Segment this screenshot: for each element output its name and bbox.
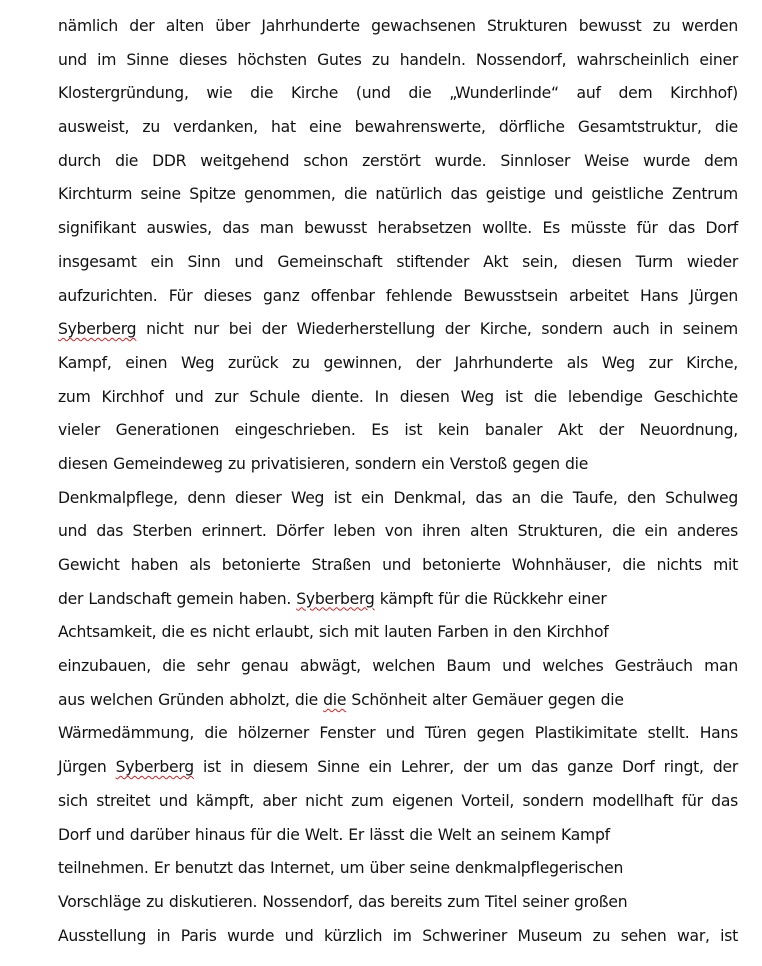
text-segment: Vorschläge zu diskutieren. Nossendorf, das bereits zum Titel seiner großen xyxy=(58,892,628,911)
text-line xyxy=(58,313,738,347)
text-line xyxy=(58,920,738,954)
text-line xyxy=(58,448,738,482)
text-segment: Kampf, einen Weg zurück zu gewinnen, der Jahrhunderte als Weg zur Kirche, xyxy=(58,353,738,372)
text-line xyxy=(58,515,738,549)
text-segment: Ausstellung in Paris wurde und kürzlich im Schweriner Museum zu sehen war, ist xyxy=(58,926,738,945)
text-line xyxy=(58,212,738,246)
text-line xyxy=(58,785,738,819)
text-segment: signifikant auswies, das man bewusst herabsetzen wollte. Es müsste für das Dorf xyxy=(58,219,738,238)
text-segment: der Landschaft gemein haben. xyxy=(58,589,297,608)
spellcheck-word[interactable]: Syberberg xyxy=(115,758,194,777)
text-segment: aufzurichten. Für dieses ganz offenbar fehlende Bewusstsein arbeitet Hans Jürgen xyxy=(58,286,738,305)
text-line xyxy=(58,44,738,78)
text-segment: und im Sinne dieses höchsten Gutes zu handeln. Nossendorf, wahrscheinlich einer xyxy=(58,50,738,69)
text-segment: aus welchen Gründen abholzt, die xyxy=(58,690,324,709)
text-line xyxy=(58,280,738,314)
text-segment: ausweist, zu verdanken, hat eine bewahrenswerte, dörfliche Gesamtstruktur, die xyxy=(58,118,738,137)
text-segment: Jürgen xyxy=(58,758,116,777)
text-line xyxy=(58,886,738,920)
text-segment: und das Sterben erinnert. Dörfer leben von ihren alten Strukturen, die ein anderes xyxy=(58,522,738,541)
text-segment: Gewicht haben als betonierte Straßen und betonierte Wohnhäuser, die nichts mit xyxy=(58,556,738,574)
text-line xyxy=(58,145,738,179)
text-line xyxy=(58,852,738,886)
spellcheck-word[interactable]: Syberberg xyxy=(58,320,137,339)
text-segment: insgesamt ein Sinn und Gemeinschaft stiftender Akt sein, diesen Turm wieder xyxy=(58,252,738,271)
text-segment: diesen Gemeindeweg zu privatisieren, sondern ein Verstoß gegen die xyxy=(58,454,589,473)
text-segment: Denkmalpflege, denn dieser Weg ist ein Denkmal, das an die Taufe, den Schulweg xyxy=(58,488,738,507)
text-segment: durch die DDR weitgehend schon zerstört wurde. Sinnloser Weise wurde dem xyxy=(58,151,738,170)
text-line xyxy=(58,246,738,280)
text-segment: sich streitet und kämpft, aber nicht zum eigenen Vorteil, sondern modellhaft für das xyxy=(58,791,738,810)
text-segment: Kirchturm seine Spitze genommen, die natürlich das geistige und geistliche Zentrum xyxy=(58,185,738,204)
text-line xyxy=(58,616,738,650)
text-segment: zum Kirchhof und zur Schule diente. In diesen Weg ist die lebendige Geschichte xyxy=(58,387,738,406)
text-segment: Achtsamkeit, die es nicht erlaubt, sich mit lauten Farben in den Kirchhof xyxy=(58,623,609,642)
text-segment: Dorf und darüber hinaus für die Welt. Er lässt die Welt an seinem Kampf xyxy=(58,825,610,844)
text-segment: ist in diesem Sinne ein Lehrer, der um das ganze Dorf ringt, der xyxy=(193,758,738,777)
body-text xyxy=(58,10,738,953)
spellcheck-word[interactable]: Syberberg xyxy=(296,589,375,608)
text-line xyxy=(58,717,738,751)
text-line xyxy=(58,684,738,718)
text-segment: Klostergründung, wie die Kirche (und die „Wunderlinde“ auf dem Kirchhof) xyxy=(58,84,738,103)
text-segment: kämpft für die Rückkehr einer xyxy=(374,589,607,608)
text-line xyxy=(58,549,738,583)
text-segment: nicht nur bei der Wiederherstellung der Kirche, sondern auch in seinem xyxy=(136,320,738,339)
text-line xyxy=(58,583,738,617)
text-segment: vieler Generationen eingeschrieben. Es ist kein banaler Akt der Neuordnung, xyxy=(58,421,738,440)
text-segment: einzubauen, die sehr genau abwägt, welchen Baum und welches Gesträuch man xyxy=(58,657,738,676)
text-segment: nämlich der alten über Jahrhunderte gewachsenen Strukturen bewusst zu werden xyxy=(58,17,738,35)
text-line xyxy=(58,10,738,44)
text-segment: teilnehmen. Er benutzt das Internet, um über seine denkmalpflegerischen xyxy=(58,859,624,878)
text-line xyxy=(58,414,738,448)
text-line xyxy=(58,650,738,684)
text-line xyxy=(58,482,738,516)
text-line xyxy=(58,751,738,785)
text-line xyxy=(58,111,738,145)
text-line xyxy=(58,381,738,415)
text-line xyxy=(58,77,738,111)
text-segment: Schönheit alter Gemäuer gegen die xyxy=(346,690,624,709)
text-line xyxy=(58,178,738,212)
text-line xyxy=(58,819,738,853)
text-segment: Wärmedämmung, die hölzerner Fenster und Türen gegen Plastikimitate stellt. Hans xyxy=(58,724,738,743)
text-line xyxy=(58,347,738,381)
spellcheck-word[interactable]: die xyxy=(323,690,347,709)
